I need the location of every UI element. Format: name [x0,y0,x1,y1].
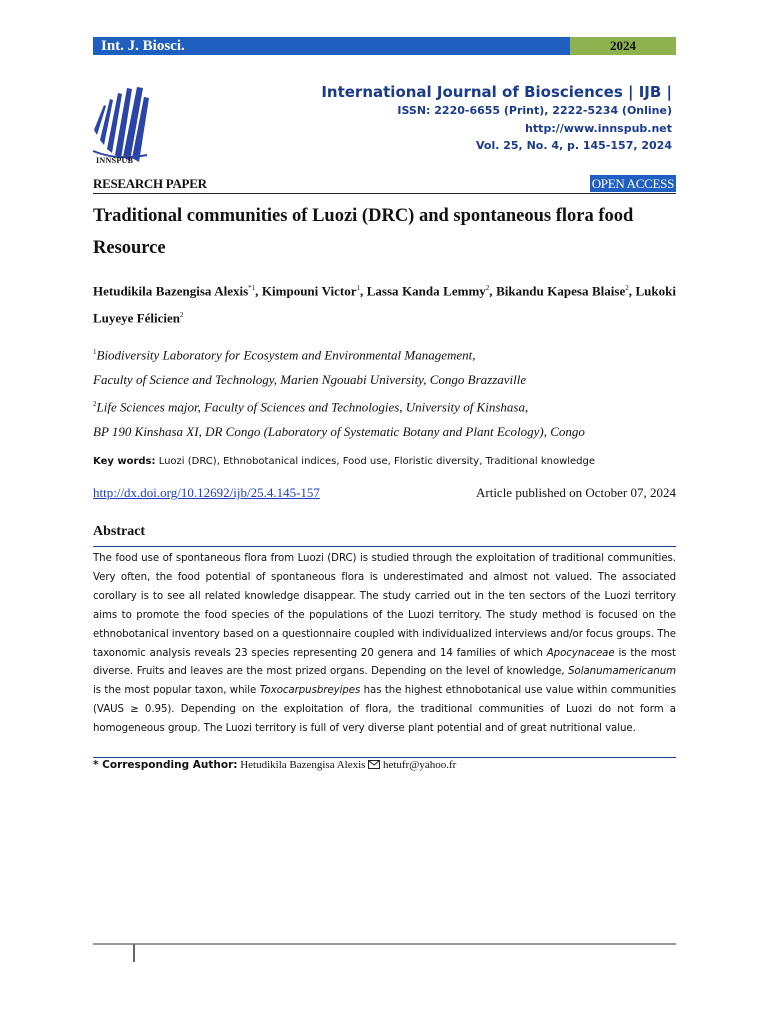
keywords-label: Key words: [93,456,156,467]
corresponding-name: Hetudikila Bazengisa Alexis [237,759,369,771]
journal-issn: ISSN: 2220-6655 (Print), 2222-5234 (Online) [397,104,672,117]
doi-line [93,485,676,503]
journal-name: International Journal of Biosciences | IJB | [321,83,672,101]
author-name: Kimpouni Victor [261,283,357,299]
author-name: Hetudikila Bazengisa Alexis [93,283,249,299]
author-name: Bikandu Kapesa Blaise [496,283,626,299]
author-affiliation-marker: *1 [248,284,256,292]
author-affiliation-marker: 2 [180,311,184,320]
doi-link[interactable]: http://dx.doi.org/10.12692/ijb/25.4.145-157 [93,485,320,500]
keywords-text: Luozi (DRC), Ethnobotanical indices, Food use, Floristic diversity, Traditional knowledge [155,456,596,467]
affiliation-line: BP 190 Kinshasa XI, DR Congo (Laboratory of Systematic Botany and Plant Ecology), Congo [93,424,585,440]
author-name: Lassa Kanda Lemmy [366,283,486,299]
abstract-divider-top [93,546,676,547]
author-affiliation-marker: 1 [356,284,360,292]
affiliation-line: Faculty of Science and Technology, Marien Ngouabi University, Congo Brazzaville [93,371,527,387]
paper-title: Traditional communities of Luozi (DRC) and spontaneous flora food Resource [93,206,634,258]
abstract-body: The food use of spontaneous flora from Luozi (DRC) is studied through the exploitation of traditional communities. Very often, the food potential of spontaneous flora is underestimated and almost not valued. The associated corollary is to see all related knowledge disappear. The study carried out in the ten sectors of the Luozi territory aims to promote the food species of the populations of the Luozi territory. The study method is focused on the ethnobotanical inventory based on a questionnaire coupled with individualized interviews and/or focus groups. The taxonomic analysis reveals 23 species representing 20 genera and 14 families of which Apocynaceae is the most diverse. Fruits and leaves are the most prized organs. Depending on the level of knowledge, Solanumamericanum is the most popular taxon, while Toxocarpusbreyipes has the highest ethnobotanical use value within communities (VAUS ≥ 0.95). Depending on the exploitation of flora, the traditional communities of Luozi do not form a homogeneous group. The Luozi territory is full of very diverse plant potential and of great nutritional value. [93,553,676,735]
corresponding-label: * Corresponding Author: [93,759,238,771]
header-year: 2024 [570,37,676,55]
affiliation-line: $^2$Life Sciences major, Faculty of Sciences and Technologies, University of Kinshasa, [93,399,529,415]
keywords [93,454,676,469]
journal-volume: Vol. 25, No. 4, p. 145-157, 2024 [476,139,672,152]
corresponding-email[interactable]: hetufr@yahoo.fr [380,759,457,771]
footer-divider [93,943,676,945]
corresponding-author [93,758,456,773]
envelope-icon [368,760,380,769]
journal-info [321,82,672,155]
footer-page-marker [133,944,135,962]
paper-type-bar [93,175,676,194]
abstract-heading: Abstract [93,524,146,539]
publication-date: Article published on October 07, 2024 [475,485,676,500]
open-access-badge: OPEN ACCESS [591,176,674,191]
author-name: Lukoki Luyeye Félicien [93,283,676,326]
innspub-logo [92,85,152,165]
running-header [93,37,676,55]
affiliation-line: $^1$Biodiversity Laboratory for Ecosystem and Environmental Management, [93,347,476,363]
paper-type: RESEARCH PAPER [93,176,207,191]
author-affiliation-marker: 2 [485,284,490,292]
affiliations [93,340,683,445]
publisher-name: INNSPUB [96,156,134,165]
author-list: Hetudikila Bazengisa Alexis$^{*1}$, Kimpouni Victor$^1$, Lassa Kanda Lemmy$^2$, Bikandu Kapesa Blaise$^2$, Lukoki Luyeye Félicien$^2$ [93,283,676,326]
journal-url[interactable]: http://www.innspub.net [525,121,672,135]
author-affiliation-marker: 2 [625,284,629,292]
journal-abbreviation: Int. J. Biosci. [93,37,570,55]
